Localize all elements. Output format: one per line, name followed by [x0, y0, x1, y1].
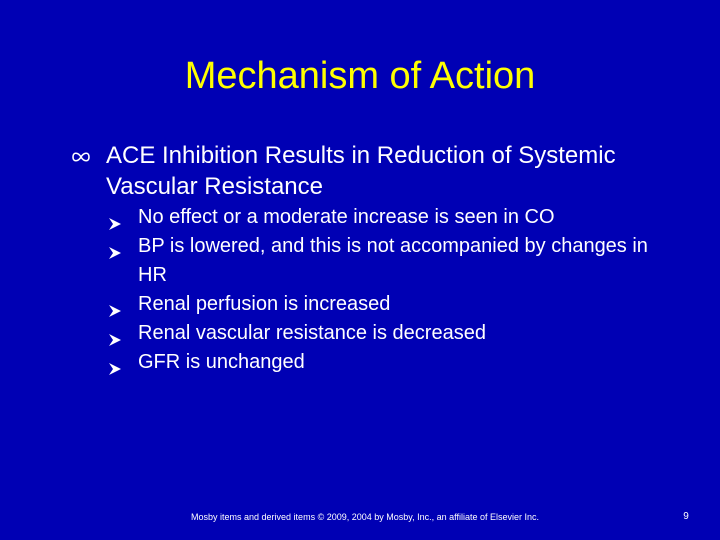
- sub-bullet-text: GFR is unchanged: [138, 351, 305, 373]
- sub-bullet: [108, 348, 668, 377]
- sub-bullet-text: Renal vascular resistance is decreased: [138, 322, 486, 344]
- sub-bullet: [108, 232, 668, 290]
- arrow-bullet-icon: [108, 240, 122, 254]
- sub-bullet-text: Renal perfusion is increased: [138, 293, 391, 315]
- sub-bullet-text: BP is lowered, and this is not accompanied by changes in HR: [138, 235, 648, 286]
- arrow-bullet-icon: [108, 356, 122, 370]
- main-bullet-text: ACE Inhibition Results in Reduction of Systemic Vascular Resistance: [106, 142, 616, 200]
- sub-bullet: [108, 319, 668, 348]
- sub-bullet: [108, 203, 668, 232]
- sub-bullet-text: No effect or a moderate increase is seen in CO: [138, 206, 555, 228]
- sub-bullet: [108, 290, 668, 319]
- copyright-footer: Mosby items and derived items © 2009, 2004 by Mosby, Inc., an affiliate of Elsevier Inc.: [191, 512, 539, 522]
- page-number: 9: [683, 511, 689, 522]
- sub-bullet-list: [108, 203, 668, 377]
- arrow-bullet-icon: [108, 327, 122, 341]
- arrow-bullet-icon: [108, 298, 122, 312]
- slide-title: Mechanism of Action: [184, 55, 536, 97]
- infinity-bullet-icon: [72, 150, 90, 164]
- arrow-bullet-icon: [108, 211, 122, 225]
